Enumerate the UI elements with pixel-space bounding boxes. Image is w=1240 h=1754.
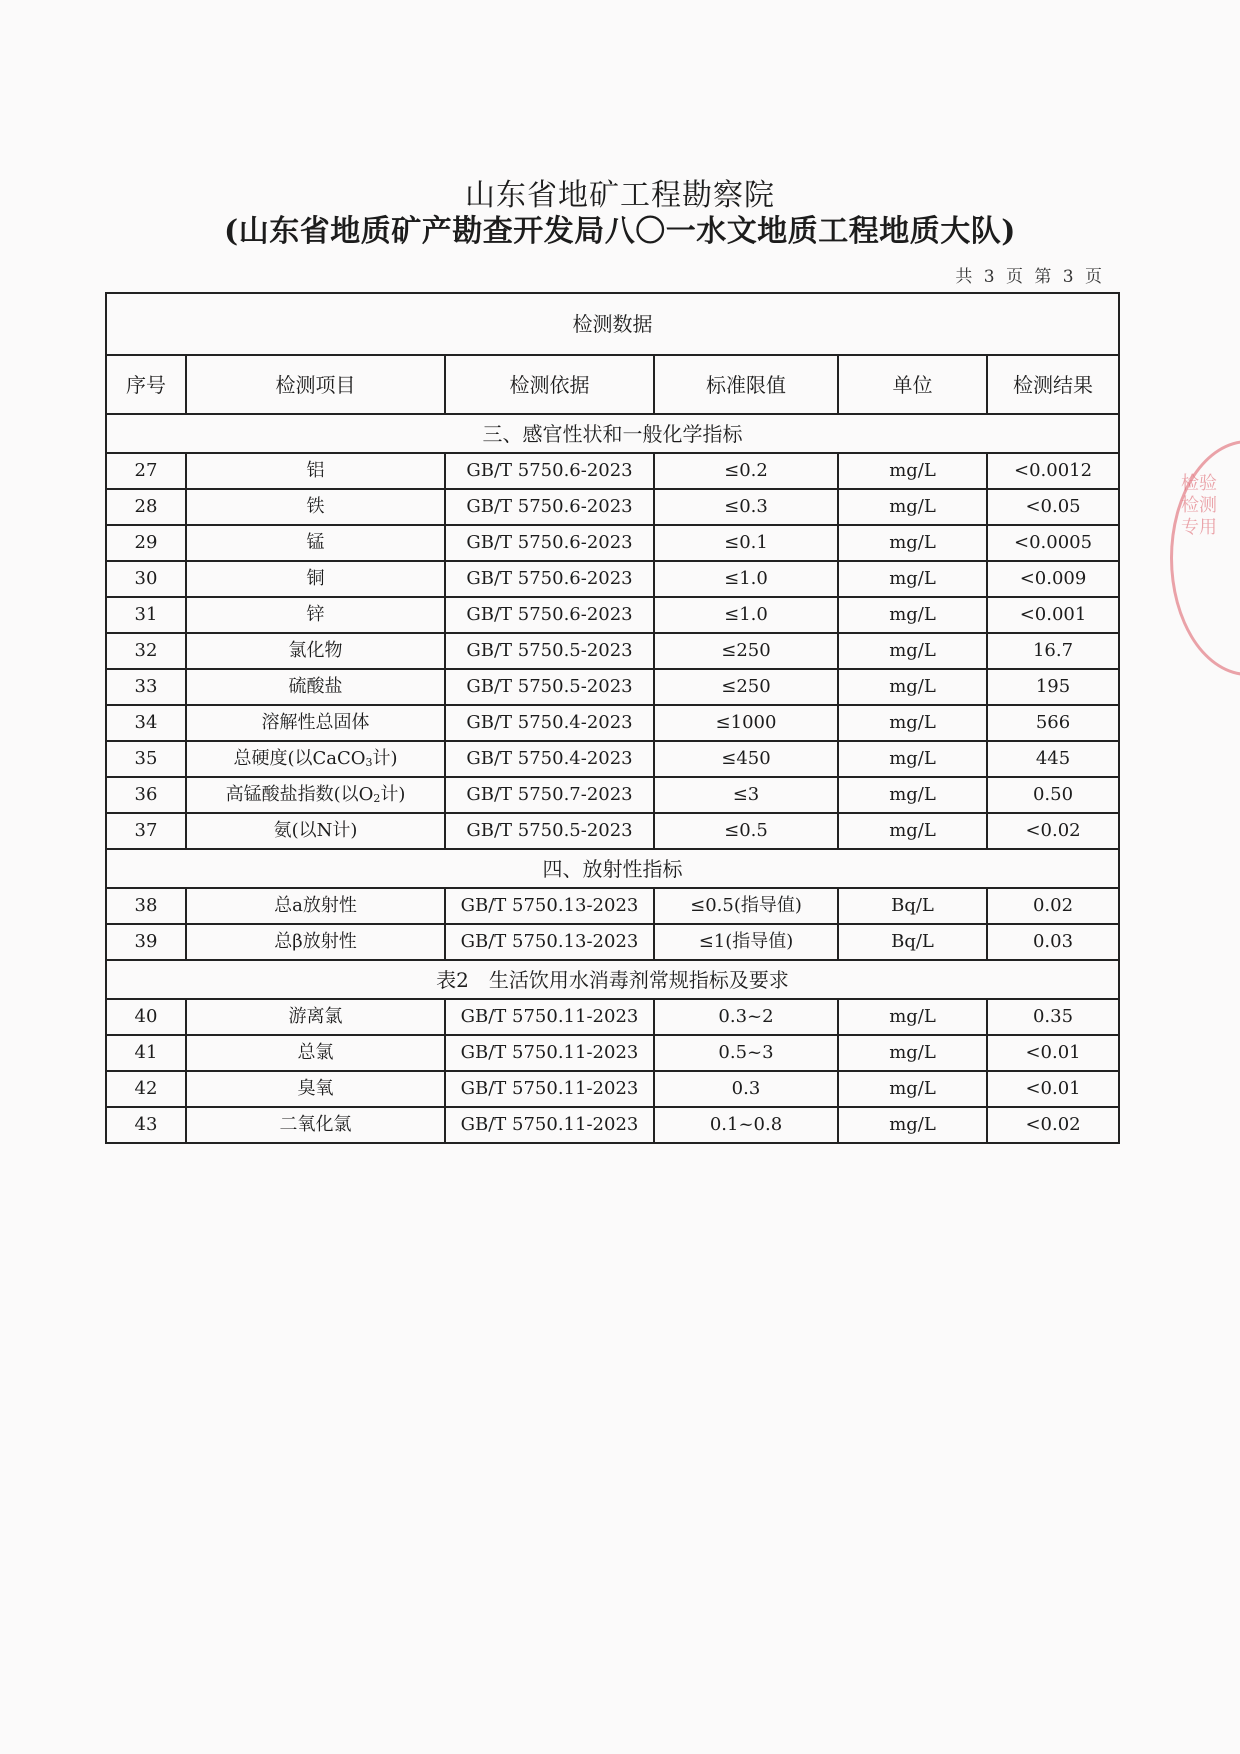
test-basis-cell: GB/T 5750.5-2023 bbox=[445, 669, 654, 705]
test-result-cell: 0.03 bbox=[987, 924, 1119, 960]
unit-cell: mg/L bbox=[838, 813, 987, 849]
row-number-cell: 39 bbox=[106, 924, 186, 960]
column-header-no: 序号 bbox=[106, 355, 186, 414]
test-item-cell: 总a放射性 bbox=[186, 888, 445, 924]
section-row bbox=[106, 960, 1119, 999]
test-basis-cell: GB/T 5750.4-2023 bbox=[445, 741, 654, 777]
test-item-cell: 臭氧 bbox=[186, 1071, 445, 1107]
test-item-suffix: 计) bbox=[380, 784, 406, 805]
test-item-cell: 锰 bbox=[186, 525, 445, 561]
table-row bbox=[106, 924, 1119, 960]
row-number-cell: 32 bbox=[106, 633, 186, 669]
test-item-cell: 锌 bbox=[186, 597, 445, 633]
table-row bbox=[106, 888, 1119, 924]
standard-limit-cell: ≤1.0 bbox=[654, 597, 838, 633]
unit-cell: mg/L bbox=[838, 669, 987, 705]
stamp-text: 检验检测专用 bbox=[1181, 473, 1217, 538]
standard-limit-cell: ≤0.1 bbox=[654, 525, 838, 561]
test-result-cell: <0.02 bbox=[987, 1107, 1119, 1143]
section-title: 四、放射性指标 bbox=[106, 849, 1119, 888]
table-row bbox=[106, 999, 1119, 1035]
table-row bbox=[106, 561, 1119, 597]
row-number-cell: 28 bbox=[106, 489, 186, 525]
test-result-cell: 0.02 bbox=[987, 888, 1119, 924]
test-basis-cell: GB/T 5750.7-2023 bbox=[445, 777, 654, 813]
test-basis-cell: GB/T 5750.11-2023 bbox=[445, 1071, 654, 1107]
test-item-cell: 游离氯 bbox=[186, 999, 445, 1035]
test-item-cell bbox=[186, 777, 445, 813]
unit-cell: mg/L bbox=[838, 741, 987, 777]
unit-cell: Bq/L bbox=[838, 924, 987, 960]
test-result-cell: <0.009 bbox=[987, 561, 1119, 597]
section-title: 表2 生活饮用水消毒剂常规指标及要求 bbox=[106, 960, 1119, 999]
test-result-cell: <0.01 bbox=[987, 1035, 1119, 1071]
test-basis-cell: GB/T 5750.6-2023 bbox=[445, 489, 654, 525]
test-item-cell: 总氯 bbox=[186, 1035, 445, 1071]
test-item-subscript: 2 bbox=[373, 792, 381, 805]
table-row bbox=[106, 525, 1119, 561]
inspection-seal-stamp bbox=[1170, 440, 1240, 676]
test-result-cell: 16.7 bbox=[987, 633, 1119, 669]
row-number-cell: 37 bbox=[106, 813, 186, 849]
test-basis-cell: GB/T 5750.6-2023 bbox=[445, 525, 654, 561]
test-result-cell: <0.01 bbox=[987, 1071, 1119, 1107]
standard-limit-cell: ≤0.3 bbox=[654, 489, 838, 525]
row-number-cell: 30 bbox=[106, 561, 186, 597]
standard-limit-cell: 0.5~3 bbox=[654, 1035, 838, 1071]
table-row bbox=[106, 1035, 1119, 1071]
test-data-table bbox=[105, 292, 1120, 1144]
table-row bbox=[106, 633, 1119, 669]
table-row bbox=[106, 1071, 1119, 1107]
table-row bbox=[106, 669, 1119, 705]
test-item-cell: 二氧化氯 bbox=[186, 1107, 445, 1143]
unit-cell: mg/L bbox=[838, 561, 987, 597]
row-number-cell: 40 bbox=[106, 999, 186, 1035]
row-number-cell: 38 bbox=[106, 888, 186, 924]
test-basis-cell: GB/T 5750.11-2023 bbox=[445, 1107, 654, 1143]
table-header-row bbox=[106, 355, 1119, 414]
test-basis-cell: GB/T 5750.13-2023 bbox=[445, 924, 654, 960]
test-basis-cell: GB/T 5750.11-2023 bbox=[445, 1035, 654, 1071]
test-item-cell: 总β放射性 bbox=[186, 924, 445, 960]
row-number-cell: 34 bbox=[106, 705, 186, 741]
table-row bbox=[106, 741, 1119, 777]
table-caption-row bbox=[106, 293, 1119, 355]
row-number-cell: 31 bbox=[106, 597, 186, 633]
section-row bbox=[106, 414, 1119, 453]
test-result-cell: <0.02 bbox=[987, 813, 1119, 849]
row-number-cell: 43 bbox=[106, 1107, 186, 1143]
table-body bbox=[106, 293, 1119, 1143]
test-basis-cell: GB/T 5750.5-2023 bbox=[445, 633, 654, 669]
unit-cell: mg/L bbox=[838, 489, 987, 525]
unit-cell: mg/L bbox=[838, 1035, 987, 1071]
column-header-item: 检测项目 bbox=[186, 355, 445, 414]
test-basis-cell: GB/T 5750.6-2023 bbox=[445, 453, 654, 489]
test-basis-cell: GB/T 5750.13-2023 bbox=[445, 888, 654, 924]
standard-limit-cell: ≤0.5(指导值) bbox=[654, 888, 838, 924]
test-result-cell: <0.0012 bbox=[987, 453, 1119, 489]
column-header-limit: 标准限值 bbox=[654, 355, 838, 414]
test-basis-cell: GB/T 5750.5-2023 bbox=[445, 813, 654, 849]
unit-cell: mg/L bbox=[838, 597, 987, 633]
row-number-cell: 27 bbox=[106, 453, 186, 489]
page-counter: 共 3 页 第 3 页 bbox=[955, 267, 1105, 287]
test-item-cell: 硫酸盐 bbox=[186, 669, 445, 705]
test-basis-cell: GB/T 5750.11-2023 bbox=[445, 999, 654, 1035]
institution-title: 山东省地矿工程勘察院 bbox=[465, 178, 775, 213]
test-result-cell: <0.0005 bbox=[987, 525, 1119, 561]
institution-subtitle: (山东省地质矿产勘查开发局八〇一水文地质工程地质大队) bbox=[224, 214, 1016, 249]
test-result-cell: 445 bbox=[987, 741, 1119, 777]
section-title: 三、感官性状和一般化学指标 bbox=[106, 414, 1119, 453]
row-number-cell: 33 bbox=[106, 669, 186, 705]
standard-limit-cell: ≤0.2 bbox=[654, 453, 838, 489]
test-item-suffix: 计) bbox=[372, 748, 398, 769]
test-basis-cell: GB/T 5750.6-2023 bbox=[445, 561, 654, 597]
standard-limit-cell: ≤0.5 bbox=[654, 813, 838, 849]
test-item-cell: 氯化物 bbox=[186, 633, 445, 669]
unit-cell: mg/L bbox=[838, 1107, 987, 1143]
table-row bbox=[106, 777, 1119, 813]
table-row bbox=[106, 489, 1119, 525]
row-number-cell: 29 bbox=[106, 525, 186, 561]
row-number-cell: 36 bbox=[106, 777, 186, 813]
test-result-cell: 0.50 bbox=[987, 777, 1119, 813]
row-number-cell: 42 bbox=[106, 1071, 186, 1107]
standard-limit-cell: ≤3 bbox=[654, 777, 838, 813]
row-number-cell: 35 bbox=[106, 741, 186, 777]
unit-cell: mg/L bbox=[838, 777, 987, 813]
standard-limit-cell: ≤1(指导值) bbox=[654, 924, 838, 960]
column-header-basis: 检测依据 bbox=[445, 355, 654, 414]
column-header-result: 检测结果 bbox=[987, 355, 1119, 414]
test-item-subscript: 3 bbox=[365, 756, 373, 769]
table-row bbox=[106, 597, 1119, 633]
standard-limit-cell: 0.1~0.8 bbox=[654, 1107, 838, 1143]
unit-cell: mg/L bbox=[838, 525, 987, 561]
standard-limit-cell: ≤1000 bbox=[654, 705, 838, 741]
test-item-cell: 铝 bbox=[186, 453, 445, 489]
unit-cell: mg/L bbox=[838, 633, 987, 669]
table-row bbox=[106, 813, 1119, 849]
standard-limit-cell: 0.3 bbox=[654, 1071, 838, 1107]
test-basis-cell: GB/T 5750.6-2023 bbox=[445, 597, 654, 633]
standard-limit-cell: ≤1.0 bbox=[654, 561, 838, 597]
test-result-cell: 0.35 bbox=[987, 999, 1119, 1035]
test-result-cell: <0.05 bbox=[987, 489, 1119, 525]
table-row bbox=[106, 1107, 1119, 1143]
test-item-text: 高锰酸盐指数(以O bbox=[225, 784, 374, 805]
standard-limit-cell: ≤250 bbox=[654, 669, 838, 705]
column-header-unit: 单位 bbox=[838, 355, 987, 414]
unit-cell: Bq/L bbox=[838, 888, 987, 924]
unit-cell: mg/L bbox=[838, 999, 987, 1035]
test-item-cell: 铁 bbox=[186, 489, 445, 525]
test-result-cell: 566 bbox=[987, 705, 1119, 741]
section-row bbox=[106, 849, 1119, 888]
test-item-cell: 氨(以N计) bbox=[186, 813, 445, 849]
test-item-text: 总硬度(以CaCO bbox=[233, 748, 366, 769]
unit-cell: mg/L bbox=[838, 453, 987, 489]
test-item-cell: 溶解性总固体 bbox=[186, 705, 445, 741]
row-number-cell: 41 bbox=[106, 1035, 186, 1071]
test-result-cell: <0.001 bbox=[987, 597, 1119, 633]
standard-limit-cell: ≤450 bbox=[654, 741, 838, 777]
standard-limit-cell: 0.3~2 bbox=[654, 999, 838, 1035]
test-item-cell: 铜 bbox=[186, 561, 445, 597]
table-row bbox=[106, 705, 1119, 741]
unit-cell: mg/L bbox=[838, 1071, 987, 1107]
table-row bbox=[106, 453, 1119, 489]
test-basis-cell: GB/T 5750.4-2023 bbox=[445, 705, 654, 741]
unit-cell: mg/L bbox=[838, 705, 987, 741]
standard-limit-cell: ≤250 bbox=[654, 633, 838, 669]
test-item-cell bbox=[186, 741, 445, 777]
test-result-cell: 195 bbox=[987, 669, 1119, 705]
table-caption: 检测数据 bbox=[106, 293, 1119, 355]
